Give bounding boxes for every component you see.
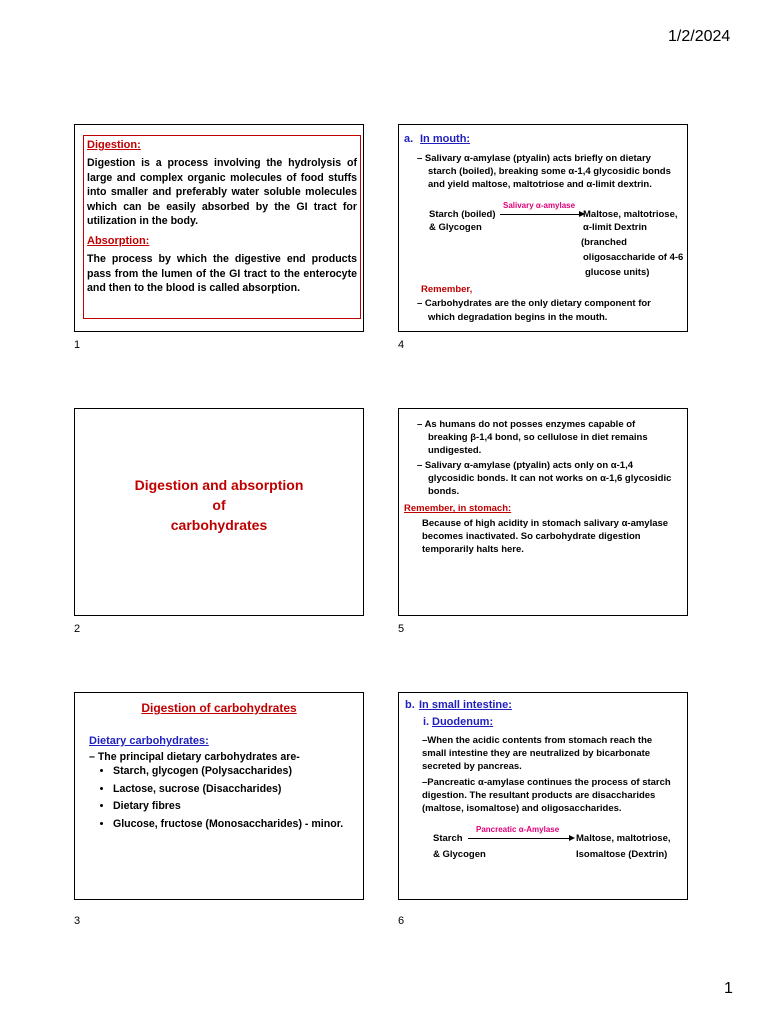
text-line: Because of high acidity in stomach salivary α-amylase [422,518,669,529]
slide-title: Digestion of carbohydrates [141,701,297,715]
list-item: • Starch, glycogen (Polysaccharides) [113,763,343,781]
product: glucose units) [585,267,650,278]
text-line: starch (boiled), breaking some α-1,4 glycosidic bonds [428,166,671,177]
slide-number-2: 2 [74,623,81,635]
digestion-text: Digestion is a process involving the hydrolysis of large and complex organic molecules of food stuffs into smaller and preferably water soluble molecules which can be easily absorbed by the GI tract for utilization in the body. [87,157,357,228]
substrate: Starch (boiled) [429,209,496,220]
lead-text: – The principal dietary carbohydrates are- [89,751,300,763]
reaction-arrow [500,214,580,215]
text-line: (maltose, isomaltose) and oligosaccharides. [422,803,622,814]
enzyme-label: Salivary α-amylase [503,201,576,210]
product: oligosaccharide of 4-6 [583,252,684,263]
document-date: 1/2/2024 [668,28,731,45]
reaction-arrow [468,838,570,839]
duodenum-heading: Duodenum: [432,716,494,728]
text-line: becomes inactivated. So carbohydrate digestion [422,531,641,542]
text-line: and yield maltose, maltotriose and α-limit dextrin. [428,179,652,190]
text-line: digestion. The resultant products are disaccharides [422,790,656,801]
product: α-limit Dextrin [583,222,647,233]
dietary-carbohydrates-heading: Dietary carbohydrates: [89,735,209,747]
carbohydrate-list [95,763,343,833]
text-line: – Salivary α-amylase (ptyalin) acts only on α-1,4 [417,460,634,471]
sub-prefix: i. [423,716,430,728]
text-line: – As humans do not posses enzymes capable of [417,419,636,430]
digestion-heading: Digestion: [87,139,141,151]
slide-1 [74,124,364,332]
slide-2 [74,408,364,616]
text-line: –When the acidic contents from stomach reach the [422,735,653,746]
remember-label: Remember, [421,284,473,295]
list-item: • Glucose, fructose (Monosaccharides) - minor. [113,816,343,834]
slide-5 [398,408,688,616]
product: Isomaltose (Dextrin) [576,849,668,860]
in-mouth-heading: In mouth: [420,133,471,145]
list-item: • Dietary fibres [113,798,343,816]
absorption-heading: Absorption: [87,234,150,247]
page-number: 1 [724,980,733,997]
arrow-head-icon [569,835,575,841]
enzyme-label: Pancreatic α-Amylase [476,825,560,834]
slide-number-3: 3 [74,915,81,927]
slide-number-6: 6 [398,915,405,927]
slide-number-5: 5 [398,623,405,635]
substrate: & Glycogen [429,222,482,233]
product: Maltose, maltotriose, [583,209,678,220]
remember-in-stomach-heading: Remember, in stomach: [404,503,512,514]
text-line: – Salivary α-amylase (ptyalin) acts briefly on dietary [417,153,651,164]
title-slide-heading [75,475,363,535]
slide-4 [398,124,688,332]
text-line: secreted by pancreas. [422,761,522,772]
text-line: glycosidic bonds. It can not works on α-1,6 glycosidic [428,473,672,484]
slide-6 [398,692,688,900]
definition-box [83,135,361,319]
text-line: temporarily halts here. [422,544,524,555]
text-line: –Pancreatic α-amylase continues the process of starch [422,777,671,788]
substrate: & Glycogen [433,849,486,860]
title-line: carbohydrates [170,517,268,533]
product: Maltose, maltotriose, [576,833,671,844]
heading-prefix: b. [405,699,415,711]
list-item: • Lactose, sucrose (Disaccharides) [113,781,343,799]
title-line: of [212,497,226,513]
heading-prefix: a. [404,133,414,145]
text-line: which degradation begins in the mouth. [428,312,608,323]
substrate: Starch [433,833,463,844]
slide-number-4: 4 [398,339,405,351]
text-line: small intestine they are neutralized by bicarbonate [422,748,651,759]
text-line: undigested. [428,445,482,456]
slide-3 [74,692,364,900]
title-line: Digestion and absorption [134,477,304,493]
text-line: – Carbohydrates are the only dietary component for [417,298,651,309]
absorption-text: The process by which the digestive end products pass from the lumen of the GI tract to the enterocyte and then to the blood is called absorption. [87,252,357,295]
text-line: breaking β-1,4 bond, so cellulose in diet remains [428,432,648,443]
small-intestine-heading: In small intestine: [419,699,512,711]
text-line: bonds. [428,486,460,497]
slide-number-1: 1 [74,339,81,351]
product: (branched [581,237,627,248]
